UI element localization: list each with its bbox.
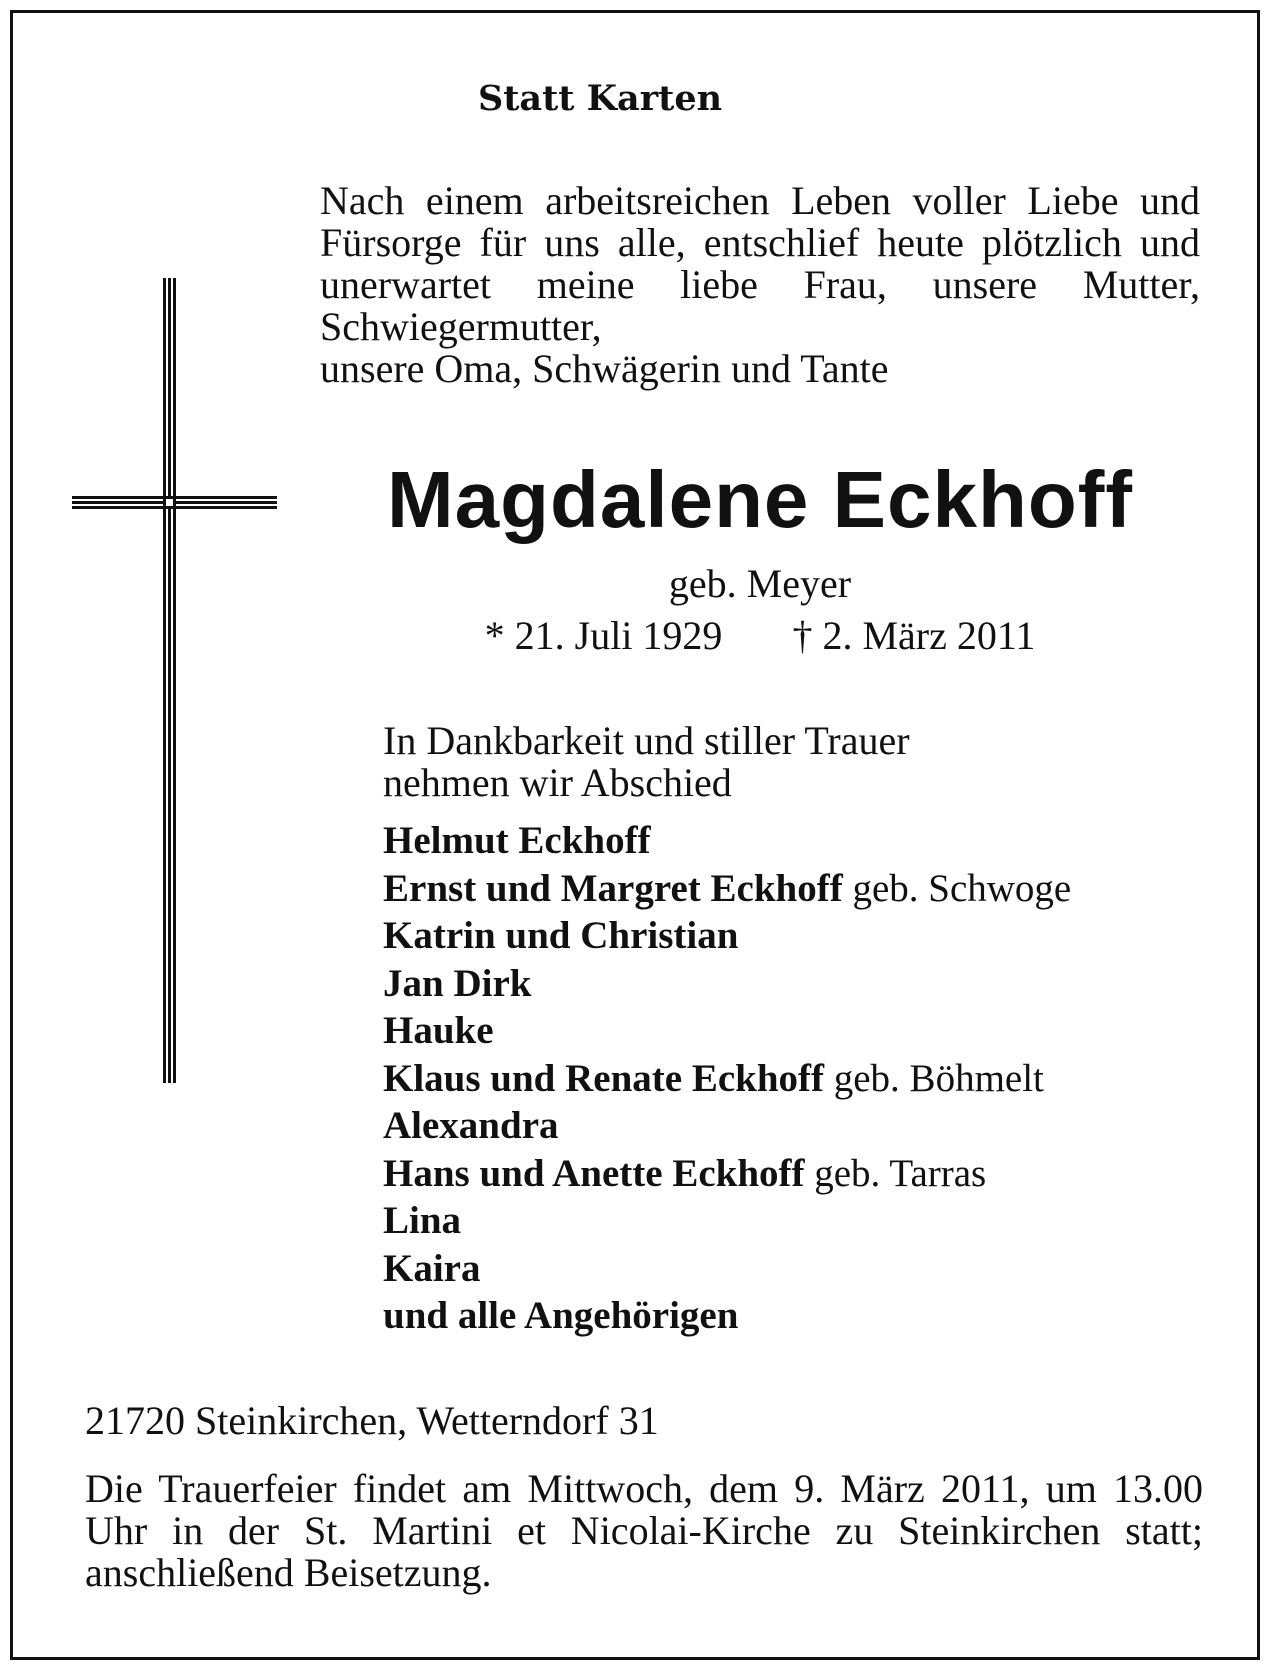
mourner-name: Lina <box>383 1199 462 1242</box>
mourner-birth-name: geb. Schwoge <box>852 866 1072 910</box>
mourner-name: und alle Angehörigen <box>383 1294 739 1337</box>
farewell-text <box>383 720 1203 804</box>
ceremony-info: Die Trauerfeier findet am Mittwoch, dem 9. März 2011, um 13.00 Uhr in der St. Martini et Nicolai-Kirche zu Steinkirchen statt; anschließend Beisetzung. <box>85 1466 1203 1595</box>
death-date: † 2. März 2011 <box>792 613 1036 658</box>
farewell-line: In Dankbarkeit und stiller Trauer <box>383 718 910 763</box>
farewell-line: nehmen wir Abschied <box>383 760 732 805</box>
mourner-name: Ernst und Margret Eckhoff <box>383 866 843 910</box>
address: 21720 Steinkirchen, Wetterndorf 31 <box>85 1398 659 1443</box>
mourner-name: Alexandra <box>383 1104 559 1147</box>
mourner-entry <box>383 912 1243 960</box>
mourner-name: Klaus und Renate Eckhoff <box>383 1056 824 1100</box>
mourners-list <box>383 817 1243 1340</box>
mourner-entry <box>383 960 1243 1008</box>
birth-name: geb. Meyer <box>668 561 852 606</box>
mourner-name: Hauke <box>383 1009 494 1052</box>
mourner-entry <box>383 817 1243 865</box>
mourner-entry <box>383 1055 1243 1103</box>
notice-header: Statt Karten <box>477 78 723 119</box>
cross-icon <box>72 278 277 1083</box>
intro-last-line: unsere Oma, Schwägerin und Tante <box>320 346 889 391</box>
birth-date: * 21. Juli 1929 <box>484 613 723 658</box>
mourner-entry <box>383 1102 1243 1150</box>
mourner-entry <box>383 1197 1243 1245</box>
mourner-name: Kaira <box>383 1246 481 1290</box>
mourner-name: Helmut Eckhoff <box>383 819 651 862</box>
mourner-entry <box>383 1007 1243 1055</box>
mourner-name: Hans und Anette Eckhoff <box>383 1151 805 1195</box>
intro-text <box>320 180 1200 390</box>
mourner-entry <box>383 865 1243 913</box>
intro-body: Nach einem arbeitsreichen Leben voller Liebe und Fürsorge für uns alle, entschlief heute plötzlich und unerwartet meine liebe Frau, unsere Mutter, Schwiegermutter, <box>320 178 1200 349</box>
mourner-entry <box>383 1292 1243 1340</box>
mourner-birth-name: geb. Tarras <box>814 1151 987 1195</box>
mourner-birth-name: geb. Böhmelt <box>833 1056 1044 1100</box>
mourner-name: Katrin und Christian <box>383 914 739 957</box>
mourner-entry <box>383 1150 1243 1198</box>
mourner-name: Jan Dirk <box>383 961 532 1005</box>
mourner-entry <box>383 1245 1243 1293</box>
life-dates <box>320 612 1200 659</box>
deceased-name: Magdalene Eckhoff <box>386 455 1134 544</box>
